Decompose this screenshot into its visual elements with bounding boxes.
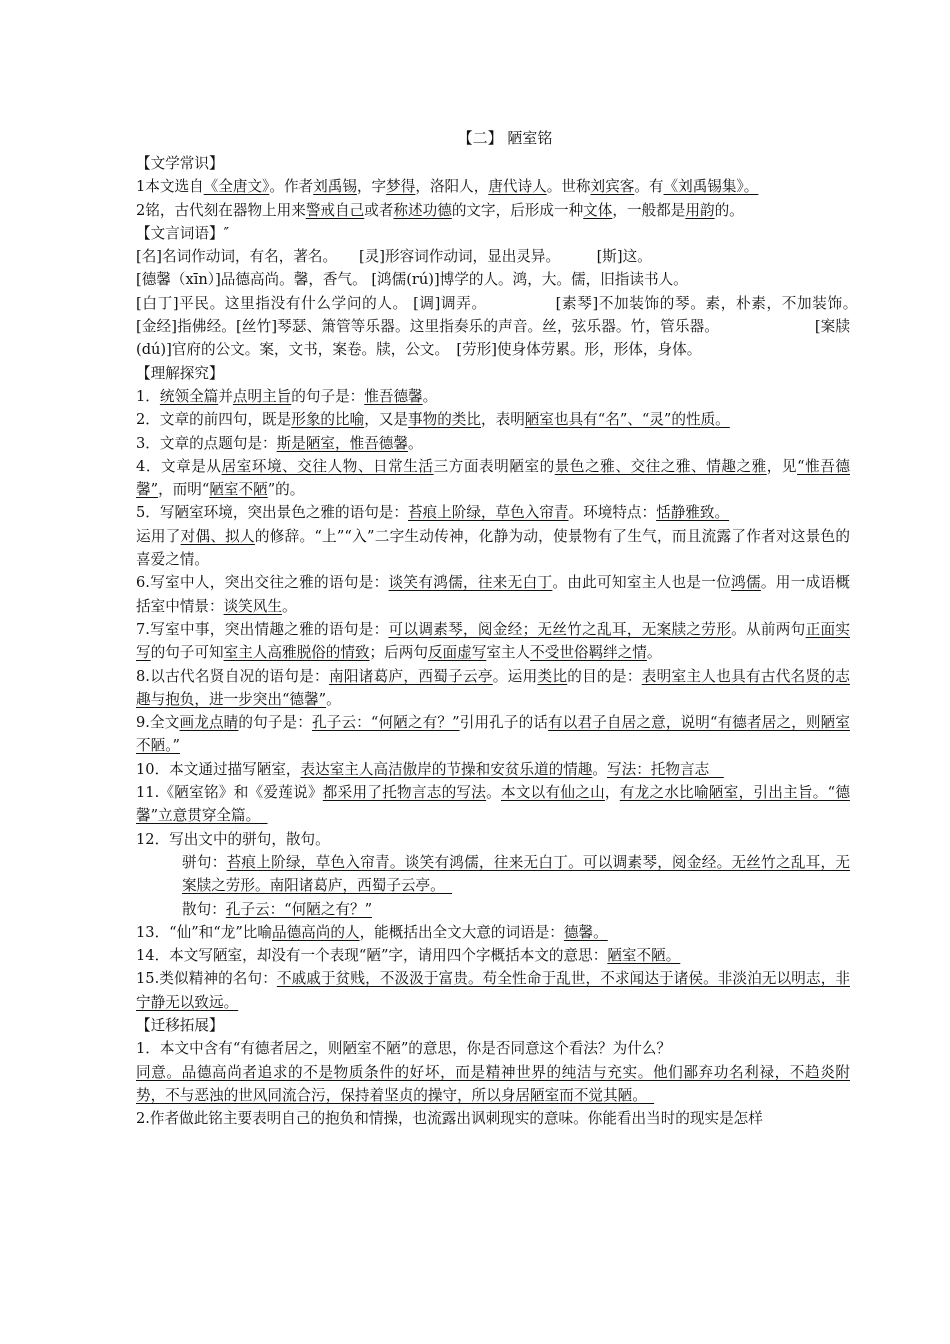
text-run: 13．“仙”和“龙”比喻: [136, 923, 272, 941]
underlined-answer: 同意。品德高尚者追求的不是物质条件的好坏，而是精神世界的纯洁与充实。他们鄙弃功名利禄，不趋炎附势，不与恶浊的世风同流合污，保持着坚贞的操守，所以身居陋室而不觉其陋。: [136, 1063, 850, 1104]
underlined-answer: 称述功德: [393, 201, 452, 219]
underlined-answer: 陋室不陋。: [607, 947, 681, 965]
underlined-answer: 《刘禹锡集》。: [663, 178, 759, 196]
text-run: 10．本文通过描写陋室，: [136, 760, 301, 778]
text-run: 的句子是：: [291, 387, 365, 405]
underlined-answer: 不戚戚于贫贱，不汲汲于富贵。苟全性命于乱世，不求闻达于诸侯。非淡泊无以明志，非宁静无以致远。: [136, 970, 850, 1011]
paragraph: [136, 455, 850, 502]
underlined-answer: 陋室不陋: [209, 481, 268, 499]
underlined-answer: 都采用了托物言志的写法: [322, 784, 487, 802]
paragraph: [136, 175, 850, 198]
text-run: 【理解探究】: [136, 364, 224, 382]
underlined-answer: 用韵: [685, 201, 715, 219]
paragraph: [136, 921, 850, 944]
underlined-answer: 文体: [583, 201, 613, 219]
text-run: 。用一成语概括室中情景：: [136, 574, 850, 615]
text-run: 。: [422, 387, 438, 405]
paragraph: [136, 408, 850, 431]
paragraph: [136, 828, 850, 851]
text-run: 引用孔子的话: [459, 714, 549, 732]
text-run: 或者: [364, 201, 394, 219]
underlined-answer: 品德高尚的人: [271, 923, 360, 941]
text-run: ，见: [766, 457, 798, 475]
document-body: [136, 152, 923, 1130]
text-run: ，而明“: [158, 481, 210, 499]
paragraph: [136, 525, 850, 572]
text-run: 。: [408, 434, 423, 452]
underlined-answer: 事物的类比: [408, 411, 481, 429]
text-run: 。: [326, 690, 341, 708]
paragraph: [136, 1014, 850, 1037]
paragraph: [136, 292, 923, 362]
text-run: ”的。: [267, 481, 305, 499]
paragraph: [136, 1061, 850, 1108]
underlined-answer: 表明室主人也具有古代名贤的志趣与抱负，进一步突出“德馨”: [136, 667, 850, 708]
text-run: 的句子可知: [150, 644, 224, 662]
underlined-answer: 有龙之水比喻陋室，引出主旨。“德馨”立意贯穿全篇。: [136, 784, 850, 825]
text-run: 14．本文写陋室，却没有一个表现“陋”字，请用四个字概括本文的意思：: [136, 947, 608, 965]
text-run: 。: [486, 784, 501, 802]
paragraph: [136, 199, 850, 222]
text-run: [白丁]平民。这里指没有什么学问的人。 [调]调弄。 [素琴]不加装饰的琴。素，朴素，不加装饰。 [金经]指佛经。[丝竹]琴瑟、箫管等乐器。这里指奏乐的声音。丝，弦乐器。竹，管乐器。 [案牍(dú)]官府的公文。案，文书，案卷。牍，公文。 [劳形]使身体劳累。形，形体，身体。: [136, 294, 923, 359]
text-run: 。世称: [546, 178, 591, 196]
underlined-answer: 德馨。: [563, 923, 608, 941]
text-run: 7.写室中事，突出情趣之雅的语句是：: [136, 620, 389, 638]
underlined-answer: 唐代诗人: [488, 178, 547, 196]
text-run: 。环境特点：: [568, 504, 657, 522]
text-run: 。: [646, 644, 662, 662]
paragraph: [136, 152, 850, 175]
text-run: 。从前两句: [731, 620, 806, 638]
underlined-answer: 形象的比喻: [291, 411, 365, 429]
underlined-answer: 表达室主人高洁傲岸的节操和安贫乐道的情趣: [300, 760, 593, 778]
text-run: ，字: [356, 178, 387, 196]
underlined-answer: 本文以有仙之山: [500, 784, 605, 802]
text-run: 并: [218, 387, 233, 405]
paragraph: [136, 967, 850, 1014]
text-run: 的。: [714, 201, 744, 219]
paragraph: [136, 851, 850, 898]
text-run: 6.写室中人，突出交往之雅的语句是：: [136, 574, 389, 592]
underlined-answer: 谈笑风生: [223, 597, 282, 615]
text-run: ；后两句: [369, 644, 428, 662]
text-run: ，洛阳人，: [415, 178, 489, 196]
text-run: 2铭，古代刻在器物上用来: [136, 201, 306, 219]
underlined-answer: 类比: [537, 667, 568, 685]
text-run: 【文学常识】: [136, 155, 224, 172]
underlined-answer: 孔子云：“何陋之有？”: [225, 900, 373, 918]
text-run: 11.《陋室铭》和《爱莲说》: [136, 784, 323, 802]
underlined-answer: 反面虚写: [427, 644, 487, 662]
underlined-answer: 不受世俗羁绊之情: [530, 644, 647, 662]
text-run: 室主人: [486, 644, 531, 662]
paragraph: [136, 385, 850, 408]
underlined-answer: 谈笑有鸿儒，往来无白丁: [388, 574, 553, 592]
text-run: 的修辞。“上”“入”二字生动传神，化静为动，使景物有了生气，而且流露了作者对这景色的喜爱之情。: [136, 527, 850, 569]
paragraph: [136, 711, 850, 758]
underlined-answer: 点明主旨: [232, 387, 292, 405]
text-run: [德馨（xīn）]品德高尚。馨，香气。 [鸿儒(rú)]博学的人。鸿，大。儒，旧指读书人。: [136, 271, 688, 289]
underlined-answer: 可以调素琴，阅金经；无丝竹之乱耳，无案牍之劳形: [388, 620, 732, 638]
text-run: 1．本文中含有“有德者居之，则陋室不陋”的意思，你是否同意这个看法？为什么？: [136, 1040, 671, 1058]
text-run: 8.以古代名贤自况的语句是：: [136, 667, 329, 685]
text-run: 【文言词语】″: [136, 224, 230, 242]
underlined-answer: 刘宾客: [590, 178, 635, 196]
text-run: ，一般都是: [612, 201, 686, 219]
paragraph: [136, 1107, 850, 1130]
text-run: 。: [281, 597, 297, 615]
text-run: 2.作者做此铭主要表明自己的抱负和情操，也流露出讽刺现实的意味。你能看出当时的现实是怎样: [136, 1110, 763, 1128]
text-run: ，表明: [481, 411, 525, 429]
text-run: 三方面表明陋室的: [433, 457, 555, 475]
underlined-answer: 《全唐文》: [203, 178, 270, 196]
underlined-answer: 斯是陋室，惟吾德馨: [276, 434, 408, 452]
text-run: [名]名词作动词，有名，著名。 [灵]形容词作动词，显出灵异。 [斯]这。: [136, 248, 652, 266]
underlined-answer: 对偶、拟人: [180, 527, 255, 545]
underlined-answer: 景色之雅、交往之雅、情趣之雅: [554, 457, 767, 475]
underlined-answer: 苔痕上阶绿，草色入帘青: [407, 504, 569, 522]
text-run: 2．文章的前四句，既是: [136, 411, 292, 429]
text-run: ，又是: [364, 411, 409, 429]
underlined-answer: 有以君子自居之意，说明“有德者居之，则陋室不陋。”: [136, 714, 850, 755]
paragraph: [136, 245, 850, 268]
text-run: 5．写陋室环境，突出景色之雅的语句是：: [136, 504, 408, 522]
text-run: 的文字，后形成一种: [451, 201, 584, 219]
underlined-answer: 鸿儒: [731, 574, 761, 592]
underlined-answer: 苔痕上阶绿，草色入帘青。谈笑有鸿儒，往来无白丁。可以调素琴，阅金经。无丝竹之乱耳，无案牍之劳形。南阳诸葛庐，西蜀子云亭。: [182, 853, 850, 895]
paragraph: [136, 268, 850, 291]
text-run: 。由此可知室主人也是一位: [552, 574, 732, 592]
underlined-answer: 梦得: [386, 178, 416, 196]
paragraph: [136, 222, 850, 245]
paragraph: [136, 944, 850, 967]
paragraph: [136, 758, 850, 781]
text-run: 1．: [136, 387, 160, 405]
paragraph: [136, 618, 850, 665]
paragraph: [136, 571, 850, 618]
underlined-answer: “惟吾德馨”: [136, 457, 850, 499]
underlined-answer: 陋室也具有“名”、“灵”的性质。: [524, 411, 730, 429]
underlined-answer: 正面实写: [136, 620, 850, 662]
text-run: ，: [604, 784, 620, 802]
underlined-answer: 居室环境、交往人物、日常生活: [221, 457, 434, 475]
text-run: 的目的是：: [567, 667, 642, 685]
text-run: 9.全文: [136, 714, 180, 732]
underlined-answer: 恬静雅致。: [656, 504, 730, 522]
text-run: 。作者: [269, 178, 314, 196]
underlined-answer: 孔子云：“何陋之有？”: [312, 714, 460, 732]
text-run: 的句子是：: [238, 714, 313, 732]
text-run: 4．文章是从: [136, 457, 222, 475]
paragraph: [136, 1037, 850, 1060]
underlined-answer: 室主人高雅脱俗的情致: [223, 644, 370, 662]
underlined-answer: 画龙点睛: [179, 714, 239, 732]
text-run: 1本文选自: [136, 178, 204, 196]
underlined-answer: 南阳诸葛庐，西蜀子云亭: [328, 667, 493, 685]
underlined-answer: 统领全篇: [159, 387, 219, 405]
text-run: 骈句：: [182, 853, 227, 871]
text-run: ，能概括出全文大意的词语是：: [359, 923, 564, 941]
paragraph: [136, 898, 850, 921]
underlined-answer: 警戒自己: [305, 201, 365, 219]
text-run: 。有: [634, 178, 664, 196]
underlined-answer: 惟吾德馨: [364, 387, 423, 405]
text-run: 15.类似精神的名句：: [136, 970, 277, 988]
text-run: 12．写出文中的骈句，散句。: [136, 830, 330, 848]
text-run: 运用了: [136, 527, 181, 545]
paragraph: [136, 432, 850, 455]
paragraph: [136, 665, 850, 712]
underlined-answer: 写法：托物言志: [607, 760, 724, 778]
text-run: 散句：: [182, 900, 226, 918]
text-run: 【迁移拓展】: [136, 1016, 224, 1034]
text-run: 。: [592, 760, 608, 778]
paragraph: [136, 501, 850, 524]
text-run: 。运用: [492, 667, 538, 685]
paragraph: [136, 362, 850, 385]
text-run: 3．文章的点题句是：: [136, 434, 277, 452]
paragraph: [136, 781, 850, 828]
page-title: 【二】 陋室铭: [457, 129, 553, 147]
underlined-answer: 刘禹锡: [313, 178, 357, 196]
